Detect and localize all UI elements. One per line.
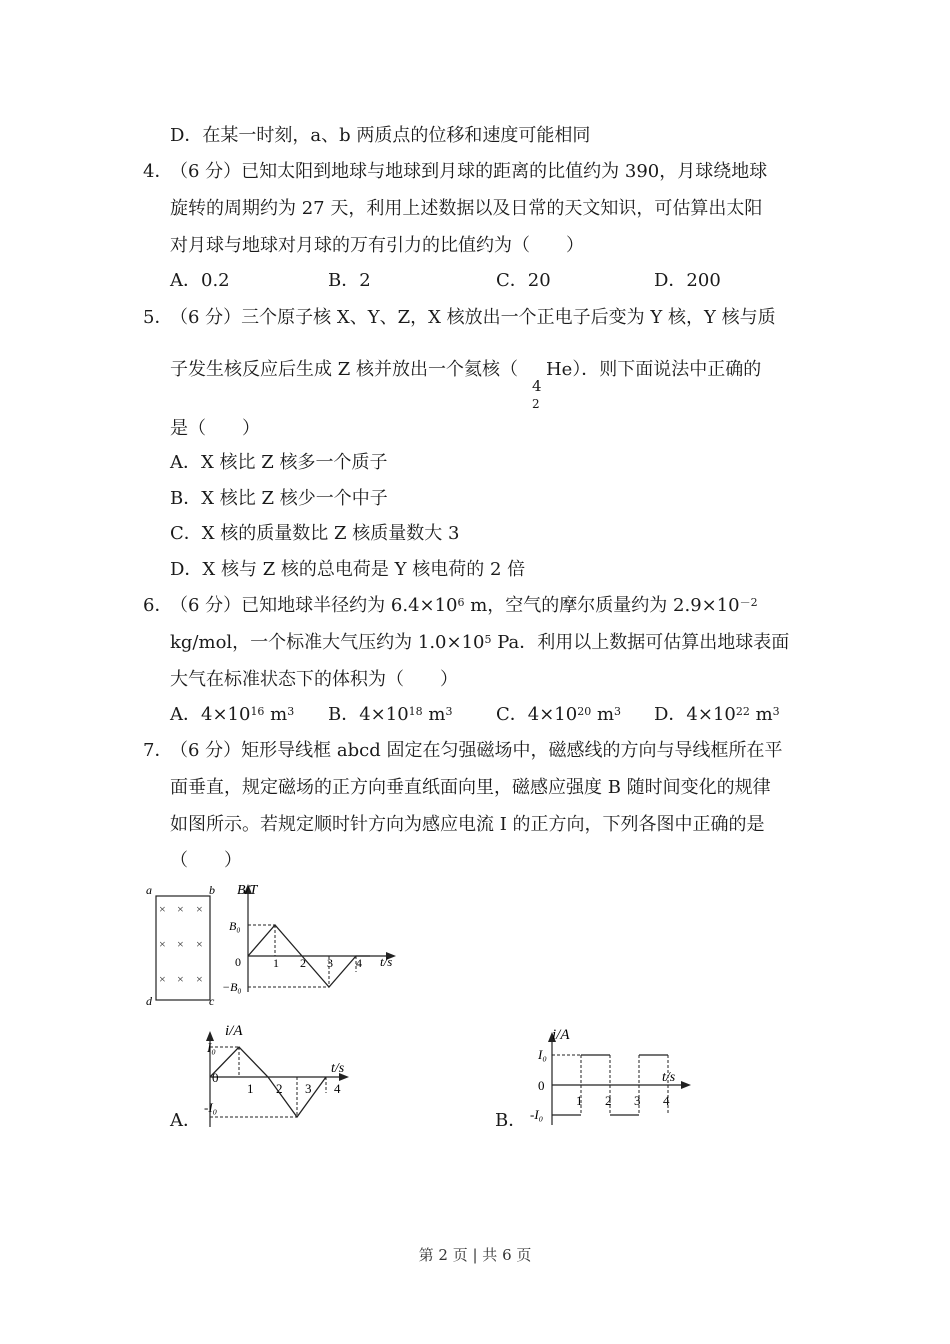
q6-opt-b-exp: 18 — [408, 705, 423, 718]
b-opt-origin: 0 — [538, 1078, 545, 1093]
q4-option-a: A．0.2 — [170, 270, 230, 291]
a-graph-neg: -I₀ — [204, 1100, 218, 1115]
q4-option-b: B．2 — [328, 270, 371, 291]
nuclide-symbol: He — [545, 359, 573, 380]
q6-opt-c-base: C．4×10 — [496, 704, 578, 725]
field-mark: × — [196, 937, 203, 951]
q6-option-c — [496, 704, 621, 726]
field-mark: × — [177, 902, 184, 916]
q4-line-2: 旋转的周期约为 27 天，利用上述数据以及日常的天文知识，可估算出太阳 — [170, 198, 763, 219]
q7-line-3: 如图所示。若规定顺时针方向为感应电流 I 的正方向，下列各图中正确的是 — [170, 814, 765, 835]
q6-option-d — [654, 704, 780, 726]
q6-option-b — [328, 704, 452, 726]
b-opt-tick: 3 — [634, 1093, 641, 1108]
q6-opt-c-unitexp: 3 — [614, 705, 622, 718]
q7-line-2: 面垂直，规定磁场的正方向垂直纸面向里，磁感应强度 B 随时间变化的规律 — [170, 777, 771, 798]
b-tick: 2 — [300, 956, 306, 970]
b-opt-xlabel: t/s — [662, 1070, 676, 1085]
page-footer: 第 2 页 | 共 6 页 — [418, 1246, 532, 1264]
q7-option-a-graph — [195, 1015, 365, 1135]
b-opt-tick: 2 — [605, 1093, 612, 1108]
q6-opt-a-unitexp: 3 — [287, 705, 295, 718]
q6-exp-2: －2 — [739, 596, 758, 609]
q6-exp-3: 5 — [484, 633, 492, 646]
q5-option-c: C．X 核的质量数比 Z 核质量数大 3 — [170, 523, 460, 544]
b-graph-ticks — [273, 956, 362, 970]
q5-option-b: B．X 核比 Z 核少一个中子 — [170, 488, 388, 509]
q5-line-2 — [170, 359, 762, 411]
field-marks — [159, 902, 203, 986]
q5-line-3: 是（ ） — [170, 418, 260, 439]
field-mark: × — [196, 902, 203, 916]
q5-option-a: A．X 核比 Z 核多一个质子 — [170, 452, 388, 473]
b-tick: 1 — [273, 956, 279, 970]
b-opt-tick: 4 — [663, 1093, 670, 1108]
a-tick: 2 — [276, 1081, 283, 1096]
q6-line-2 — [170, 632, 789, 654]
frame-label-a: a — [146, 883, 152, 897]
q4-option-c: C．20 — [496, 270, 551, 291]
field-mark: × — [159, 902, 166, 916]
q6-opt-c-exp: 20 — [577, 705, 592, 718]
q5-line-2-pre: 子发生核反应后生成 Z 核并放出一个氦核（ — [170, 359, 518, 380]
b-opt-x-arrow — [681, 1081, 691, 1089]
q6-opt-c-unit: m — [591, 704, 615, 725]
b-graph-neg: −B₀ — [222, 980, 242, 994]
q7-option-a-label: A． — [170, 1110, 201, 1131]
b-graph-pos: B₀ — [229, 919, 241, 933]
frame-label-c: c — [209, 994, 215, 1008]
q6-opt-b-unitexp: 3 — [445, 705, 453, 718]
a-tick: 3 — [305, 1081, 312, 1096]
q3-option-d: D．在某一时刻，a、b 两质点的位移和速度可能相同 — [170, 125, 591, 146]
a-graph-origin: 0 — [212, 1070, 219, 1085]
frame-label-d: d — [146, 994, 152, 1008]
q6-line-3: 大气在标准状态下的体积为（ ） — [170, 669, 458, 690]
b-opt-ylabel: i/A — [552, 1027, 570, 1043]
q6-opt-d-exp: 22 — [735, 705, 750, 718]
q6-opt-a-base: A．4×10 — [170, 704, 251, 725]
q7-figure — [140, 880, 410, 1010]
b-opt-tick: 1 — [576, 1093, 583, 1108]
field-mark: × — [159, 937, 166, 951]
q6-line-1-a: （6 分）已知地球半径约为 6.4×10 — [170, 595, 458, 616]
q6-opt-b-base: B．4×10 — [328, 704, 409, 725]
nuclide-charge: 2 — [531, 397, 540, 411]
q6-opt-d-unitexp: 3 — [772, 705, 780, 718]
b-graph-xlabel: t/s — [380, 954, 393, 969]
a-graph-ylabel: i/A — [225, 1023, 243, 1039]
q4-line-1: （6 分）已知太阳到地球与地球到月球的距离的比值约为 390，月球绕地球 — [170, 161, 768, 182]
b-tick: 4 — [356, 956, 362, 970]
q5-line-1: （6 分）三个原子核 X、Y、Z，X 核放出一个正电子后变为 Y 核，Y 核与质 — [170, 307, 776, 328]
b-opt-neg: -I₀ — [530, 1107, 544, 1122]
field-mark: × — [196, 972, 203, 986]
q4-number: 4． — [143, 161, 173, 182]
a-graph-ticks — [247, 1081, 341, 1096]
q6-exp-1: 6 — [457, 596, 465, 609]
q6-option-a — [170, 704, 294, 726]
field-mark: × — [177, 972, 184, 986]
q7-option-b-label: B． — [495, 1110, 527, 1131]
field-mark: × — [159, 972, 166, 986]
q6-opt-d-unit: m — [749, 704, 773, 725]
q4-option-d: D．200 — [654, 270, 721, 291]
q7-line-1: （6 分）矩形导线框 abcd 固定在匀强磁场中，磁感线的方向与导线框所在平 — [170, 740, 783, 761]
b-opt-pos: I₀ — [538, 1047, 547, 1062]
q6-line-1 — [170, 595, 758, 617]
q6-number: 6． — [143, 595, 173, 616]
q7-number: 7． — [143, 740, 173, 761]
q5-line-2-post: ）．则下面说法中正确的 — [572, 359, 762, 380]
b-graph-origin: 0 — [235, 955, 241, 969]
b-tick: 3 — [327, 956, 333, 970]
a-tick: 1 — [247, 1081, 254, 1096]
q5-option-d: D．X 核与 Z 核的总电荷是 Y 核电荷的 2 倍 — [170, 559, 526, 580]
q6-opt-a-unit: m — [264, 704, 288, 725]
q6-opt-d-base: D．4×10 — [654, 704, 736, 725]
q6-opt-b-unit: m — [422, 704, 446, 725]
b-opt-ticks — [576, 1093, 670, 1108]
q6-opt-a-exp: 16 — [250, 705, 265, 718]
field-mark: × — [177, 937, 184, 951]
q5-number: 5． — [143, 307, 173, 328]
q6-line-2-b: Pa．利用以上数据可估算出地球表面 — [491, 632, 790, 653]
frame-label-b: b — [209, 883, 215, 897]
a-graph-pos: I₀ — [207, 1040, 216, 1055]
a-graph-xlabel: t/s — [331, 1061, 345, 1076]
q7-option-b-graph — [522, 1020, 697, 1130]
q6-line-1-b: m，空气的摩尔质量约为 2.9×10 — [464, 595, 740, 616]
q7-line-4: （ ） — [170, 850, 242, 871]
q6-line-2-a: kg/mol，一个标准大气压约为 1.0×10 — [170, 632, 485, 653]
nuclide-mass: 4 — [531, 377, 542, 395]
a-tick: 4 — [334, 1081, 341, 1096]
b-graph-ylabel: B/T — [237, 883, 258, 898]
q4-line-3: 对月球与地球对月球的万有引力的比值约为（ ） — [170, 235, 584, 256]
